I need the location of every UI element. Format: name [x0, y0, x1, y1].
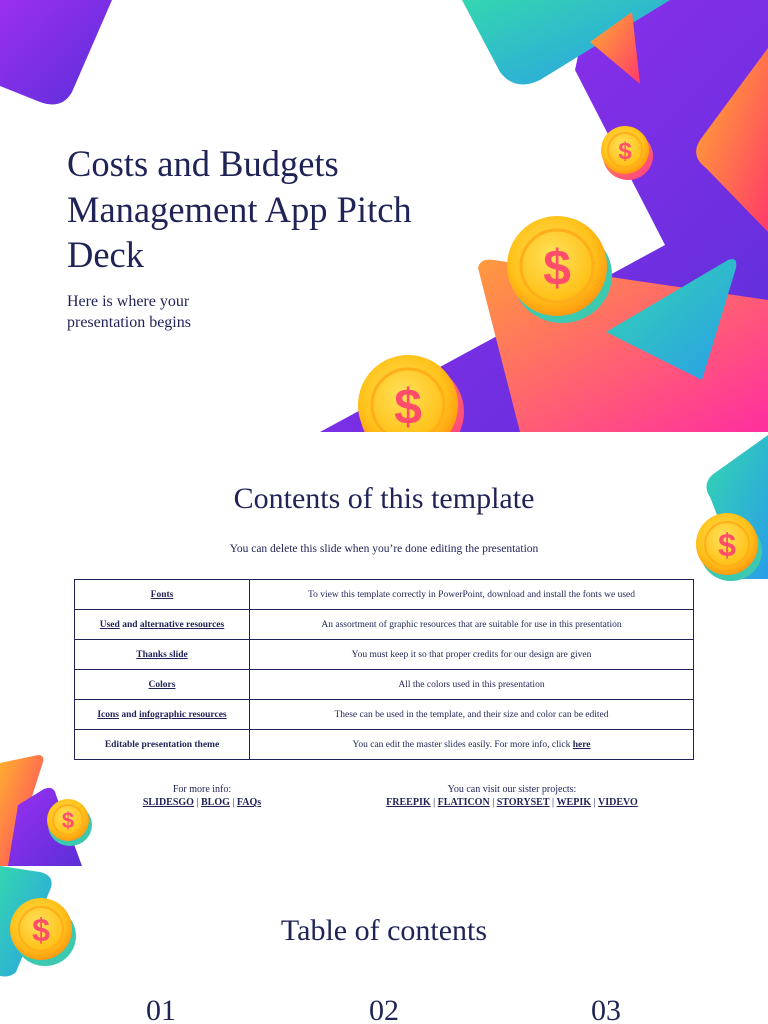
link-separator: |	[549, 797, 557, 808]
resource-label-cell	[75, 610, 250, 640]
resource-label-cell	[75, 580, 250, 610]
resource-label-text: and	[119, 709, 140, 720]
resource-description-cell	[250, 640, 694, 670]
resources-table	[74, 579, 694, 760]
resource-description: These can be used in the template, and their size and color can be edited	[334, 709, 609, 720]
footer-link-slidesgo[interactable]: SLIDESGO	[142, 797, 194, 808]
resource-label-cell	[75, 730, 250, 760]
footer-link-freepik[interactable]: FREEPIK	[386, 797, 431, 808]
link-separator: |	[591, 797, 599, 808]
footer-more-info	[112, 783, 292, 809]
slide-title: Table of contents	[280, 914, 488, 947]
footer-links	[112, 796, 292, 809]
link-separator: |	[193, 797, 201, 808]
presentation-title: Costs and Budgets Management App Pitch Deck	[67, 143, 412, 275]
svg-text:$: $	[618, 138, 632, 165]
footer-link-blog[interactable]: BLOG	[200, 797, 230, 808]
resource-description: You can edit the master slides easily. For more info, click	[352, 739, 573, 750]
svg-text:$: $	[718, 527, 736, 563]
table-row	[75, 580, 694, 610]
resource-label-text: Editable presentation theme	[104, 739, 220, 750]
link-separator: |	[430, 797, 438, 808]
resource-description-cell	[250, 610, 694, 640]
resource-description: You must keep it so that proper credits for our design are given	[351, 649, 592, 660]
slide-contents-of-template[interactable]	[0, 433, 768, 866]
svg-text:$: $	[32, 912, 50, 948]
resource-description-cell	[250, 670, 694, 700]
footer-link-storyset[interactable]: STORYSET	[496, 797, 550, 808]
slide-description: You can delete this slide when you’re done editing the presentation	[229, 543, 539, 555]
resource-link[interactable]: Fonts	[150, 589, 174, 600]
table-row	[75, 670, 694, 700]
coin-icon	[507, 216, 612, 323]
section-number-2: 02	[369, 994, 399, 1024]
section-number-1: 01	[146, 994, 176, 1024]
link-separator: |	[229, 797, 237, 808]
footer-link-faqs[interactable]: FAQs	[236, 797, 262, 808]
table-row	[75, 610, 694, 640]
resource-description-cell	[250, 730, 694, 760]
coin-icon	[358, 355, 464, 432]
resource-link[interactable]: Colors	[148, 679, 176, 690]
slide-title: Contents of this template	[233, 482, 535, 515]
svg-text:$: $	[394, 379, 422, 432]
slide-title[interactable]	[0, 0, 768, 432]
here-link[interactable]: here	[572, 739, 591, 750]
resource-link[interactable]: Used	[99, 619, 120, 630]
resource-description-cell	[250, 700, 694, 730]
resource-link[interactable]: alternative resources	[139, 619, 225, 630]
footer-links	[352, 796, 672, 809]
coin-icon	[47, 799, 92, 846]
footer-label: You can visit our sister projects:	[447, 784, 577, 795]
resource-link[interactable]: Thanks slide	[136, 649, 188, 660]
resource-description: All the colors used in this presentation	[398, 679, 545, 690]
footer-link-flaticon[interactable]: FLATICON	[437, 797, 490, 808]
footer-link-wepik[interactable]: WEPIK	[556, 797, 591, 808]
footer-label: For more info:	[172, 784, 232, 795]
coin-icon	[601, 126, 653, 180]
section-number-3: 03	[591, 994, 621, 1024]
footer-link-videvo[interactable]: VIDEVO	[598, 797, 638, 808]
svg-text:$: $	[61, 808, 75, 833]
resource-label-text: and	[119, 619, 140, 630]
resource-link[interactable]: infographic resources	[139, 709, 227, 720]
resource-label-cell	[75, 640, 250, 670]
table-row	[75, 700, 694, 730]
resource-label-cell	[75, 670, 250, 700]
resource-description: To view this template correctly in PowerPoint, download and install the fonts we used	[307, 589, 636, 600]
resource-description-cell	[250, 580, 694, 610]
table-row	[75, 730, 694, 760]
footer-sister-projects	[352, 783, 672, 809]
svg-text:$: $	[543, 240, 571, 296]
table-row	[75, 640, 694, 670]
resource-link[interactable]: Icons	[97, 709, 120, 720]
resource-label-cell	[75, 700, 250, 730]
resource-description: An assortment of graphic resources that are suitable for use in this presentation	[321, 619, 622, 630]
slide-table-of-contents[interactable]	[0, 866, 768, 1024]
link-separator: |	[489, 797, 497, 808]
presentation-subtitle: Here is where your presentation begins	[67, 293, 191, 331]
